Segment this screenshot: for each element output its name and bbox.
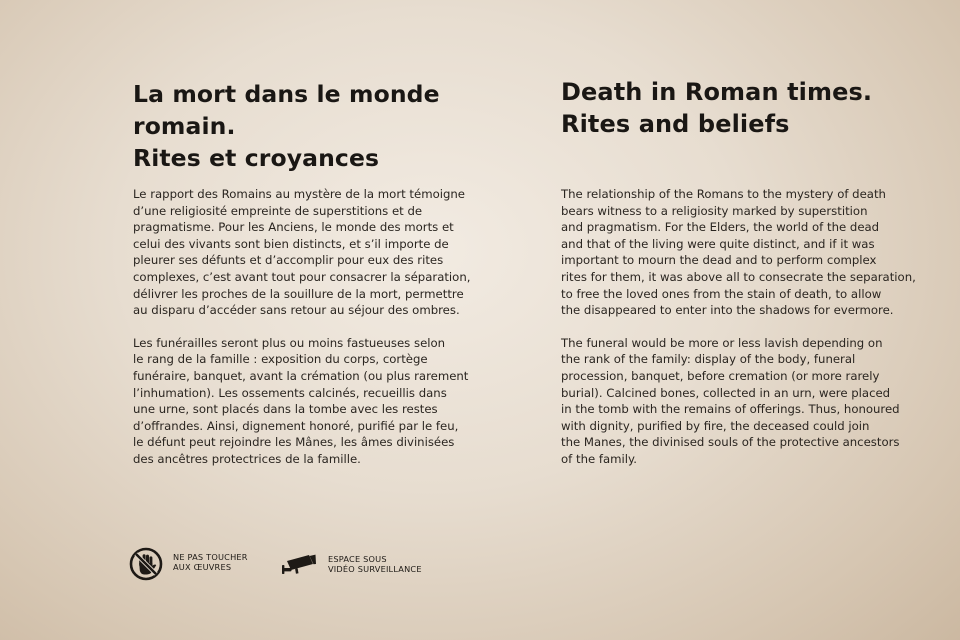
text-line: rites for them, it was above all to consecrate the separation, [561,269,916,284]
cctv-label [328,554,422,575]
text-line: the Manes, the divinised souls of the protective ancestors [561,435,900,450]
text-line: au disparu d’accéder sans retour au séjour des ombres. [133,303,460,318]
english-paragraph-1 [561,186,931,319]
text-line: complexes, c’est avant tout pour consacrer la séparation, [133,269,471,284]
english-title [561,76,941,140]
text-line: in the tomb with the remains of offerings. Thus, honoured [561,402,900,417]
text-line: and pragmatism. For the Elders, the world of the dead [561,220,880,235]
text-line: d’une religiosité empreinte de superstitions et de [133,203,423,218]
french-title-line: romain. [133,112,236,140]
french-paragraph-2 [133,335,503,468]
text-line: The relationship of the Romans to the mystery of death [561,187,886,201]
no-touch-hand-icon [129,547,163,581]
text-line: le défunt peut rejoindre les Mânes, les âmes divinisées [133,435,455,450]
text-line: pleurer ses défunts et d’accomplir pour eux des rites [133,253,444,268]
french-title-line: La mort dans le monde [133,80,440,108]
do-not-touch-label [173,552,248,573]
footer-label-line: VIDÉO SURVEILLANCE [328,564,422,574]
text-line: important to mourn the dead and to perform complex [561,253,877,268]
footer-label-line: ESPACE SOUS [328,553,387,564]
text-line: with dignity, purified by fire, the deceased could join [561,418,870,433]
text-line: l’inhumation). Les ossements calcinés, recueillis dans [133,385,447,400]
text-line: le rang de la famille : exposition du corps, cortège [133,352,428,367]
do-not-touch-notice [129,547,248,581]
english-paragraph-2 [561,335,931,468]
footer-label-line: NE PAS TOUCHER [173,551,248,562]
text-line: the rank of the family: display of the body, funeral [561,352,856,367]
text-line: délivrer les proches de la souillure de la mort, permettre [133,286,464,301]
english-title-line: Death in Roman times. [561,78,873,106]
text-line: procession, banquet, before cremation (or more rarely [561,368,880,383]
french-paragraph-1 [133,186,503,319]
french-title-line: Rites et croyances [133,144,380,172]
english-title-line: Rites and beliefs [561,110,790,138]
text-line: of the family. [561,451,637,466]
text-line: Le rapport des Romains au mystère de la mort témoigne [133,187,465,201]
text-line: pragmatisme. Pour les Anciens, le monde des morts et [133,220,454,235]
text-line: to free the loved ones from the stain of death, to allow [561,286,882,301]
text-line: une urne, sont placés dans la tombe avec les restes [133,402,438,417]
text-line: burial). Calcined bones, collected in an urn, were placed [561,385,891,400]
text-line: the disappeared to enter into the shadows for evermore. [561,303,894,318]
text-line: The funeral would be more or less lavish depending on [561,335,883,350]
text-line: Les funérailles seront plus ou moins fastueuses selon [133,335,446,350]
text-line: d’offrandes. Ainsi, dignement honoré, purifié par le feu, [133,418,459,433]
french-body [133,186,503,468]
footer-label-line: AUX ŒUVRES [173,562,232,572]
cctv-camera-icon [282,553,316,575]
french-title [133,78,513,174]
english-body [561,186,931,468]
cctv-notice [282,553,422,575]
text-line: bears witness to a religiosity marked by superstition [561,203,868,218]
text-line: des ancêtres protectrices de la famille. [133,451,361,466]
text-line: funéraire, banquet, avant la crémation (ou plus rarement [133,368,469,383]
text-line: and that of the living were quite distinct, and if it was [561,236,875,251]
text-line: celui des vivants sont bien distincts, et s’il importe de [133,236,449,251]
